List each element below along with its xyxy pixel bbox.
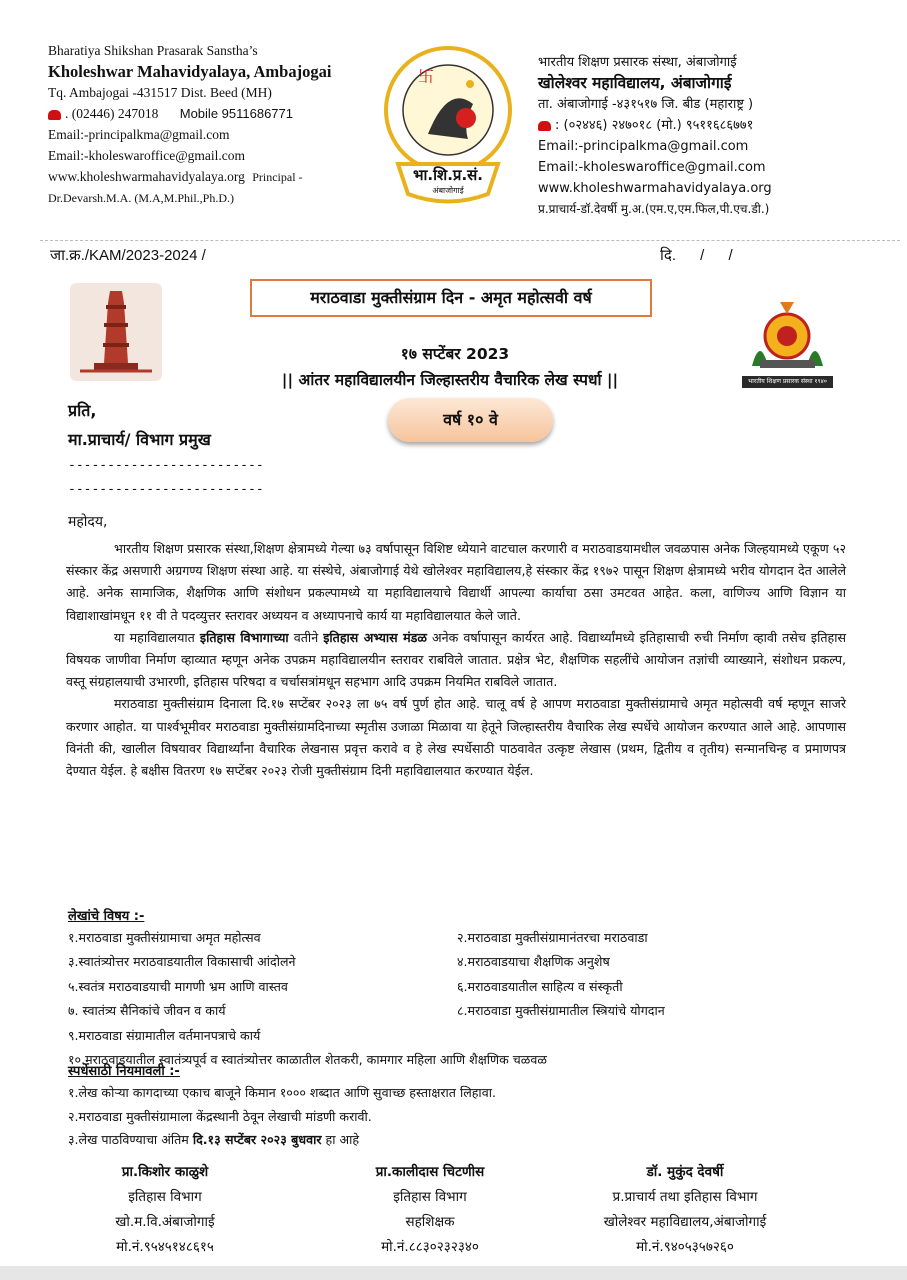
college-name-en: Kholeshwar Mahavidyalaya, Ambajogai [48,62,332,81]
paragraph-1: भारतीय शिक्षण प्रसारक संस्था,शिक्षण क्षेत्रामध्ये गेल्या ७३ वर्षापासून विशिष्ट ध्येयाने वाटचाल करणारी व मराठवाडयामधील जवळपास अनेक जिल्हयामध्ये एकूण ५२ संस्कार केंद्र असणारी अग्रगण्य शिक्षण संस्था आहे. या संस्थेचे, अंबाजोगाई येथे खोलेश्वर महाविद्यालय,हे संस्कार केंद्र १९७२ पासून शिक्षण क्षेत्रामध्ये भरीव योगदान देत आलेले आहे. अनेक सामाजिक, शैक्षणिक आणि संशोधन प्रकल्पामध्ये या महाविद्यालयाचे विद्यार्थी आपल्या कार्याचा ठसा उमटवत आहेत. कला, वाणिज्य आणि विज्ञान या विद्याशाखांमधून ११ वी ते पदव्युत्तर स्तरावर अध्ययन व अध्यापनाचे कार्य या महाविद्यालयात केले जाते. [66,541,846,623]
topic-item: ७. स्वातंत्र्य सैनिकांचे जीवन व कार्य [68,1003,226,1019]
signatory-name: प्रा.किशोर काळुशे [121,1164,209,1180]
salutation: महोदय, [68,514,108,530]
phone-mr: : (०२४४६) २४७०१८ (मो.) ९५११६८६७७१ [555,118,754,133]
svg-text:卐: 卐 [418,67,435,86]
event-subtitle: || आंतर महाविद्यालयीन जिल्हास्तरीय वैचारिक लेख स्पर्धा || [281,371,619,389]
signatory-role: खो.म.वि.अंबाजोगाई [115,1214,215,1230]
topic-item: ६.मराठवाडयातील साहित्य व संस्कृती [457,978,623,994]
society-name-mr: भारतीय शिक्षण प्रसारक संस्था, अंबाजोगाई [538,55,737,70]
recipient [68,396,211,454]
paragraph-2 [66,627,846,694]
email1-mr: Email:-principalkma@gmail.com [538,139,749,154]
signatory-phone: मो.नं.९५४५१४८६१५ [116,1239,214,1255]
topic-row [68,926,868,950]
rule3-text-b: हा आहे [321,1132,360,1147]
topic-row [68,1024,868,1048]
recipient-to: प्रति, [68,401,97,420]
event-title: मराठवाडा मुक्तीसंग्राम दिन - अमृत महोत्सवी वर्ष [250,279,652,317]
signatory-3 [555,1160,815,1260]
rule-item: १.लेख कोऱ्या कागदाच्या एकाच बाजूने किमान १००० शब्दात आणि सुवाच्छ हस्ताक्षरात लिहावा. [68,1085,496,1100]
phone-icon [48,110,61,120]
header-english [48,40,378,209]
website-en: www.kholeshwarmahavidyalaya.org [48,169,245,184]
topic-row [68,975,868,999]
signatory-name: प्रा.कालीदास चिटणीस [375,1164,485,1180]
p2-text-c: अनेक वर्षापासून कार्यरत आहे. विद्यार्थ्यांमध्ये इतिहासाची रुची निर्माण व्हावी तसेच इतिहास विषयक जाणीवा निर्माण व्हाव्यात म्हणून अनेक उपक्रम महाविद्यालयीन स्तरावर राबविले जातात. प्रक्षेत्र भेट, शैक्षणिक सहलींचे आयोजन तज्ञांची व्याख्याने, संशोधन प्रकल्प, वस्तू संग्रहालयाची उभारणी, इतिहास परिषदा व चर्चासत्रांमधून सहभाग आदि उपक्रम नियमित राबविले जातात. [66,629,846,690]
topic-item: ५.स्वतंत्र मराठवाडयाची मागणी भ्रम आणि वास्तव [68,978,288,994]
principal-mr: प्र.प्राचार्य-डॉ.देवर्षी मु.अ.(एम.ए,एम.फिल,पी.एच.डी.) [538,202,770,216]
p2-bold-b: इतिहास अभ्यास मंडळ [323,629,427,645]
signatory-phone: मो.नं.९४०५३५७२६० [636,1239,734,1255]
rule-item: २.मराठवाडा मुक्तीसंग्रामाला केंद्रस्थानी ठेवून लेखाची मांडणी करावी. [68,1108,372,1124]
rules-heading: स्पर्धेसाठी नियमावली :- [68,1064,180,1079]
tower-image [70,283,162,381]
reference-line [40,240,900,267]
society-emblem [740,296,835,390]
topic-item: १०.मराठवाडयातील स्वातंत्र्यपूर्व व स्वातंत्र्योत्तर काळातील शेतकरी, कामगार महिला आणि शैक्षणिक चळवळ [68,1051,547,1067]
rule3-text-a: ३.लेख पाठविण्याचा अंतिम [68,1132,193,1147]
emblem-caption: भारतीय शिक्षण प्रसारक संस्था १९४० [742,376,833,388]
mobile-en: Mobile 9511686771 [179,106,293,121]
p2-text-b: वतीने [288,629,324,645]
college-name-mr: खोलेश्वर महाविद्यालय, अंबाजोगाई [538,74,732,92]
recipient-designation: मा.प्राचार्य/ विभाग प्रमुख [68,430,211,449]
address-en: Tq. Ambajogai -431517 Dist. Beed (MH) [48,85,272,100]
event-date: १७ सप्टेंबर 2023 [400,345,510,363]
society-name-en: Bharatiya Shikshan Prasarak Sanstha’s [48,43,258,58]
phone-line-mr [538,115,898,136]
email1-en: Email:-principalkma@gmail.com [48,127,230,142]
topic-row [68,950,868,974]
address-mr: ता. अंबाजोगाई -४३१५१७ जि. बीड (महाराष्ट्र ) [538,97,754,112]
signatory-1 [55,1160,275,1260]
letter-body [66,538,846,782]
rules-section [68,1063,868,1152]
reference-date: दि. / / [660,247,733,264]
paragraph-3: मराठवाडा मुक्तीसंग्राम दिनाला दि.१७ सप्टेंबर २०२३ ला ७५ वर्ष पुर्ण होत आहे. चालू वर्ष हे आपण मराठवाडा मुक्तीसंग्रामाचे अमृत महोत्सवी वर्ष म्हणून साजरे करणार आहोत. या पार्श्वभूमीवर मराठवाडा मुक्तीसंग्रामदिनाच्या स्मृतीस उजाळा मिळावा या हेतूने जिल्हास्तरीय वैचारिक लेख स्पर्धेचे आयोजन करण्यात आले आहे. आपणास विनंती की, खालील विषयावर विद्यार्थ्यांना वैचारिक लेखनास प्रवृत्त करावे व हे लेख स्पर्धेसाठी पाठवावेत उत्कृष्ट लेखास (प्रथम, द्वितीय व तृतीय) सन्मानचिन्ह व प्रमाणपत्र देण्यात येईल. हे बक्षीस वितरण १७ सप्टेंबर २०२३ रोजी मुक्तीसंग्राम दिनी महाविद्यालयात करण्यात येईल. [66,696,846,779]
signatory-name: डॉ. मुकुंद देवर्षी [646,1164,724,1180]
seal-subtext: अंबाजोगाई [432,186,464,195]
email2-en: Email:-kholeswaroffice@gmail.com [48,148,245,163]
signatory-role: सहशिक्षक [405,1214,455,1230]
tower-icon [70,283,162,381]
rule-item [68,1128,868,1152]
signatory-dept: प्र.प्राचार्य तथा इतिहास विभाग [612,1189,758,1205]
signatory-dept: इतिहास विभाग [393,1189,467,1205]
recipient-blank-2: ------------------------- [68,482,264,497]
reference-number: जा.क्र./KAM/2023-2024 / [50,247,206,264]
topic-item: ८.मराठवाडा मुक्तीसंग्रामातील स्त्रियांचे योगदान [457,1003,665,1019]
topic-item: ९.मराठवाडा संग्रामातील वर्तमानपत्राचे कार्य [68,1027,261,1043]
p2-bold-a: इतिहास विभागाच्या [199,629,289,645]
phone-line-en [48,103,378,124]
rule3-deadline: दि.१३ सप्टेंबर २०२३ बुधवार [192,1132,322,1147]
email2-mr: Email:-kholeswaroffice@gmail.com [538,160,766,175]
seal-text: भा.शि.प्र.सं. [413,166,483,184]
college-seal [378,44,518,214]
emblem-icon [740,296,835,376]
header-marathi [538,52,898,220]
topic-item: २.मराठवाडा मुक्तीसंग्रामानंतरचा मराठवाडा [457,930,648,945]
topic-item: १.मराठवाडा मुक्तीसंग्रामाचा अमृत महोत्सव [68,930,261,945]
p2-text-a: या महाविद्यालयात [114,629,200,645]
recipient-blank-1: ------------------------- [68,458,264,473]
signatory-phone: मो.नं.८८३०२३२३४० [381,1239,479,1255]
topic-item: ३.स्वातंत्र्योत्तर मराठवाडयातील विकासाची आंदोलने [68,954,296,970]
year-badge: वर्ष १० वे [388,398,553,442]
topic-row [68,999,868,1023]
bottom-bar [0,1266,907,1280]
website-mr: www.kholeshwarmahavidyalaya.org [538,181,772,196]
signatory-dept: इतिहास विभाग [128,1189,202,1205]
phone-icon [538,121,551,131]
topics-section [68,908,868,1072]
principal-en: Dr.Devarsh.M.A. (M.A,M.Phil.,Ph.D.) [48,191,234,205]
signatory-role: खोलेश्वर महाविद्यालय,अंबाजोगाई [603,1214,767,1230]
topics-heading: लेखांचे विषय :- [68,909,145,924]
signatory-2 [320,1160,540,1260]
principal-label-en: Principal - [252,170,303,184]
topic-item: ४.मराठवाडयाचा शैक्षणिक अनुशेष [457,954,610,970]
phone-en: . (02446) 247018 [65,106,159,121]
website-line-en [48,166,378,188]
